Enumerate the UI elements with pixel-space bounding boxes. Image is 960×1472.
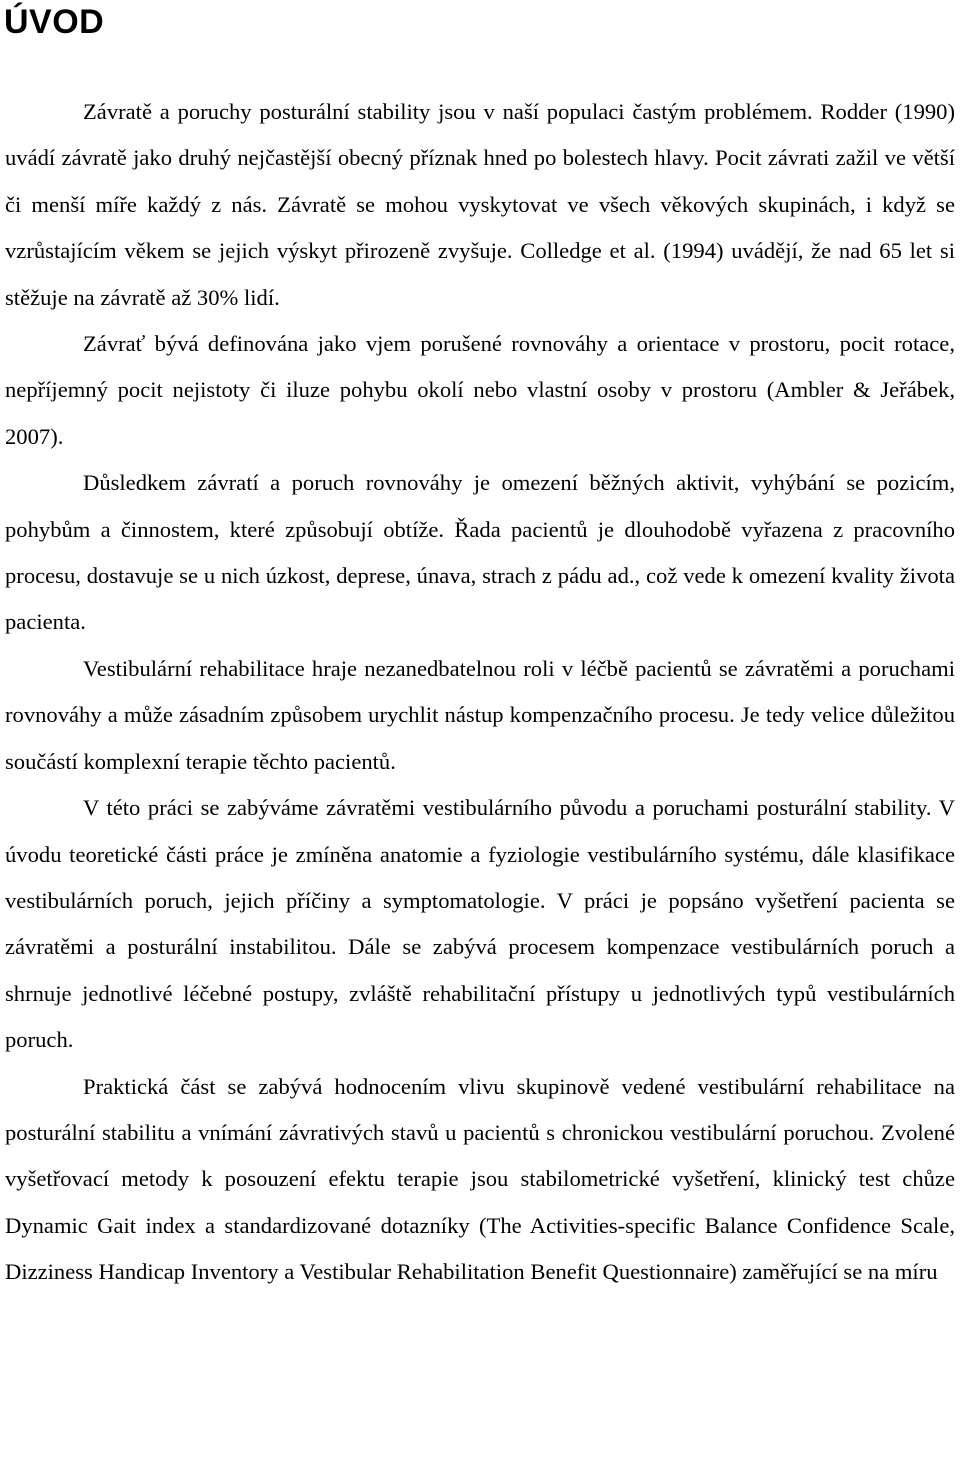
paragraph-practical-overview: Praktická část se zabývá hodnocením vlivu skupinově vedené vestibulární rehabilitace na posturální stabilitu a vnímání závrativých stavů u pacientů s chronickou vestibulární poruchou. Zvolené vyšetřovací metody k posouzení efektu terapie jsou stabilometrické vyšetření, klinický test chůze Dynamic Gait index a standardizované dotazníky (The Activities-specific Balance Confidence Scale, Dizziness Handicap Inventory a Vestibular Rehabilitation Benefit Questionnaire) zaměřující se na míru — [5, 1073, 955, 1285]
body-text — [5, 89, 955, 1296]
paragraph-consequences: Důsledkem závratí a poruch rovnováhy je omezení běžných aktivit, vyhýbání se pozicím, pohybům a činnostem, které způsobují obtíže. Řada pacientů je dlouhodobě vyřazena z pracovního procesu, dostavuje se u nich úzkost, deprese, únava, strach z pádu ad., což vede k omezení kvality života pacienta. — [5, 470, 955, 635]
paragraph-intro: Závratě a poruchy posturální stability jsou v naší populaci častým problémem. Rodder (1990) uvádí závratě jako druhý nejčastější obecný příznak hned po bolestech hlavy. Pocit závrati zažil ve větší či menší míře každý z nás. Závratě se mohou vyskytovat ve všech věkových skupinách, i když se vzrůstajícím věkem se jejich výskyt přirozeně zvyšuje. Colledge et al. (1994) uvádějí, že nad 65 let si stěžuje na závratě až 30% lidí. — [5, 99, 955, 310]
section-heading: ÚVOD — [4, 3, 105, 41]
paragraph-rehabilitation: Vestibulární rehabilitace hraje nezanedbatelnou roli v léčbě pacientů se závratěmi a poruchami rovnováhy a může zásadním způsobem urychlit nástup kompenzačního procesu. Je tedy velice důležitou součástí komplexní terapie těchto pacientů. — [5, 655, 955, 774]
paragraph-definition: Závrať bývá definována jako vjem porušené rovnováhy a orientace v prostoru, pocit rotace, nepříjemný pocit nejistoty či iluze pohybu okolí nebo vlastní osoby v prostoru (Ambler & Jeřábek, 2007). — [5, 331, 955, 449]
paragraph-theory-overview: V této práci se zabýváme závratěmi vestibulárního původu a poruchami posturální stability. V úvodu teoretické části práce je zmíněna anatomie a fyziologie vestibulárního systému, dále klasifikace vestibulárních poruch, jejich příčiny a symptomatologie. V práci je popsáno vyšetření pacienta se závratěmi a posturální instabilitou. Dále se zabývá procesem kompenzace vestibulárních poruch a shrnuje jednotlivé léčebné postupy, zvláště rehabilitační přístupy u jednotlivých typů vestibulárních poruch. — [5, 795, 955, 1053]
